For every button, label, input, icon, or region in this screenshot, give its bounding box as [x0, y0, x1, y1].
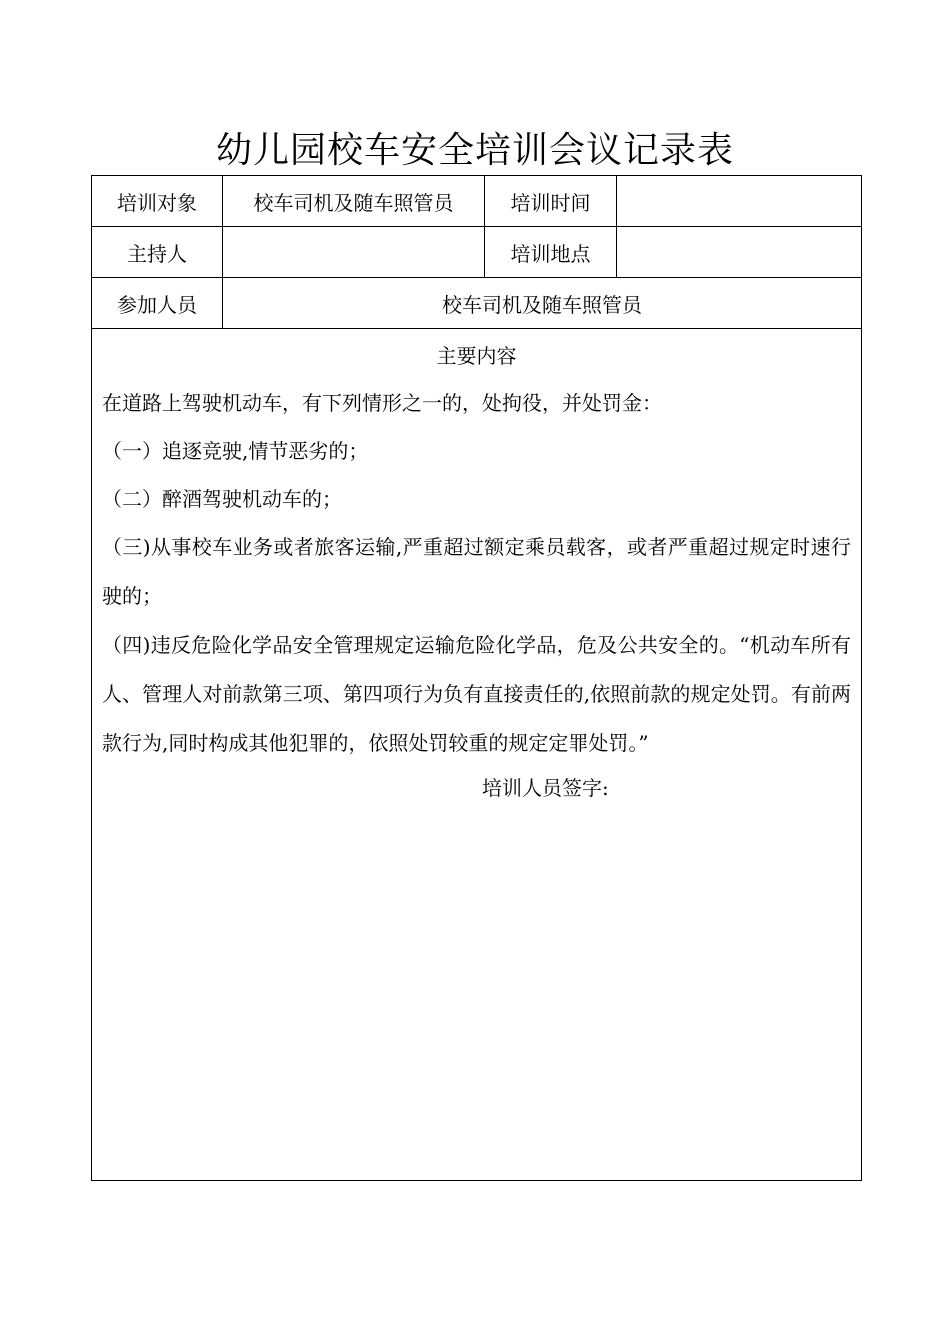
content-item-3: （三)从事校车业务或者旅客运输,严重超过额定乘员载客，或者严重超过规定时速行驶的；: [102, 535, 851, 608]
value-training-time: [617, 176, 862, 227]
content-intro: 在道路上驾驶机动车，有下列情形之一的，处拘役，并处罚金：: [102, 391, 662, 415]
value-host: [223, 227, 485, 278]
signature-label: 培训人员签字:: [482, 776, 609, 800]
label-host: 主持人: [92, 227, 223, 278]
label-training-time: 培训时间: [485, 176, 617, 227]
content-item-2: （二）醉酒驾驶机动车的；: [102, 487, 342, 511]
table-row-target-time: [92, 176, 862, 227]
content-item-4: （四)违反危险化学品安全管理规定运输危险化学品，危及公共安全的。“机动车所有人、管理人对前款第三项、第四项行为负有直接责任的,依照前款的规定处罚。有前两款行为,同时构成其他犯罪的，依照处罚较重的规定定罪处罚。”: [102, 633, 851, 755]
label-training-location: 培训地点: [485, 227, 617, 278]
content-heading: 主要内容: [436, 344, 517, 368]
content-item-1: （一）追逐竞驶,情节恶劣的；: [102, 439, 369, 463]
label-participants: 参加人员: [92, 278, 223, 329]
table-row-content: [92, 329, 862, 1181]
record-table: [91, 175, 862, 1181]
table-row-host-location: [92, 227, 862, 278]
table-row-participants: [92, 278, 862, 329]
label-training-target: 培训对象: [92, 176, 223, 227]
main-content-cell: [92, 329, 862, 1181]
value-training-target: 校车司机及随车照管员: [223, 176, 485, 227]
page-title: 幼儿园校车安全培训会议记录表: [215, 130, 734, 171]
value-training-location: [617, 227, 862, 278]
value-participants: 校车司机及随车照管员: [223, 278, 862, 329]
